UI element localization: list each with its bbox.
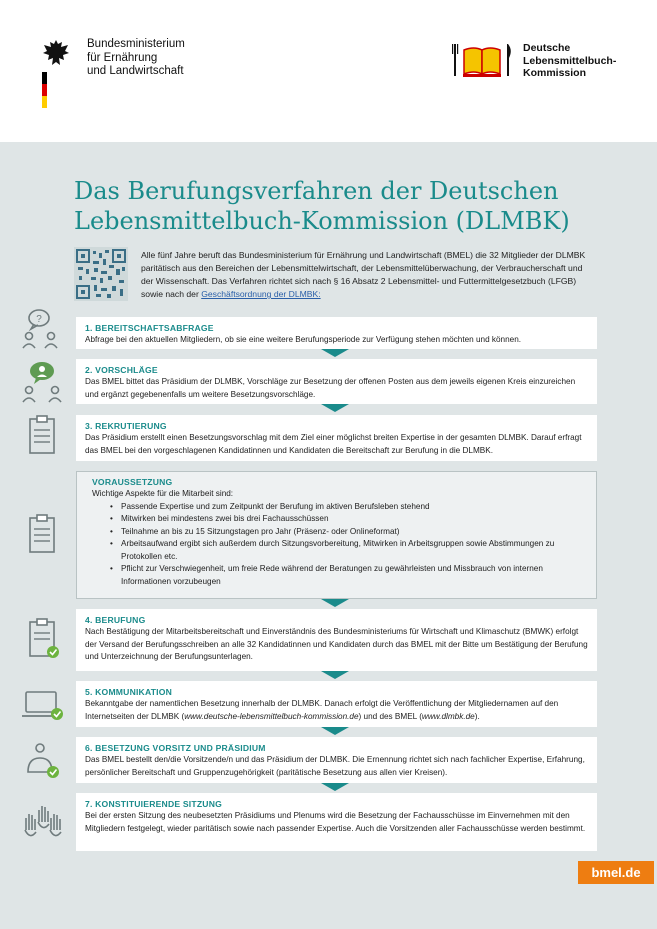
clipboard-icon [20,414,64,458]
step-2-box [76,359,597,404]
flow-arrow [321,349,349,357]
flow-arrow [321,404,349,412]
step-1-heading: 1. BEREITSCHAFTSABFRAGE [85,323,214,333]
ministry-name: Bundesministerium für Ernährung und Landwirtschaft [87,38,185,77]
list-item: • Passende Expertise und zum Zeitpunkt der Berufung im aktiven Berufsleben stehend [121,501,587,514]
step-5-heading: 5. KOMMUNIKATION [85,687,173,697]
flow-arrow [321,727,349,735]
step-2-text: Das BMEL bittet das Präsidium der DLMBK, Vorschläge zur Besetzung der offenen Posten aus dem jeweils eigenen Kreis einzureichen und ergänzt gegebenenfalls um weitere Besetzungsvorschläge. [85,377,576,399]
step-3-box [76,415,597,461]
requirements-list [92,501,587,589]
list-item: • Arbeitsaufwand ergibt sich außerdem durch Sitzungsvorbereitung, Mitwirken in Arbeitsgruppen sowie Abstimmungen zu Protokollen etc. [121,538,587,563]
dlmbk-website-link[interactable]: www.deutsche-lebensmittelbuch-kommission.de [184,711,359,721]
step-3-heading: 3. REKRUTIERUNG [85,421,167,431]
step-5-text: Bekanntgabe der namentlichen Besetzung innerhalb der DLMBK. Danach erfolgt die Veröffentlichung der Mitgliedernamen auf den Internetseiten der DLMBK (www.deutsche-lebensmittelbuch-kommission.de) und des BMEL (www.dlmbk.de). [85,699,559,721]
step-6-box [76,737,597,783]
eagle-icon [42,38,70,70]
step-7-heading: 7. KONSTITUIERENDE SITZUNG [85,799,222,809]
step-4-text: Nach Bestätigung der Mitarbeitsbereitschaft und Einverständnis des Bundesministeriums für Wirtschaft und Klimaschutz (BMWK) erfolgt der Versand der Berufungsschreiben an alle 32 Kandidatinnen und Kandidaten durch das BMEL mit der Bitte um Bestätigung der Berufung und Unterzeichnung der Berufungsunterlagen. [85,627,588,661]
bmel-website-badge[interactable]: bmel.de [578,861,654,884]
list-item: • Teilnahme an bis zu 15 Sitzungstagen pro Jahr (Präsenz- oder Onlineformat) [121,526,587,539]
commission-name: Deutsche Lebensmittelbuch- Kommission [523,42,617,79]
clipboard-check-icon [20,617,64,661]
step-6-heading: 6. BESETZUNG VORSITZ UND PRÄSIDIUM [85,743,266,753]
rules-of-procedure-link[interactable]: Geschäftsordnung der DLMBK: [201,289,321,299]
step-7-box [76,793,597,851]
bmel-website-link[interactable]: www.dlmbk.de [421,711,475,721]
page-title: Das Berufungsverfahren der Deutschen Lebensmittelbuch-Kommission (DLMBK) [74,177,570,235]
svg-text:?: ? [36,314,42,325]
step-4-heading: 4. BERUFUNG [85,615,146,625]
step-6-text: Das BMEL bestellt den/die Vorsitzende/n und das Präsidium der DLMBK. Die Ernennung richtet sich nach fachlicher Expertise, Erfahrung, persönlicher Bereitschaft und Gruppenzugehörigkeit (paritätische Besetzung aus allen vier Kreisen). [85,755,585,777]
step-5-box [76,681,597,727]
step-7-text: Bei der ersten Sitzung des neubesetzten Präsidiums und Plenums wird die Besetzung der Fachausschüsse im Einvernehmen mit den Mitgliedern festgelegt, wieder paritätisch sowie nach passender Expertise. Auch die Vorsitzenden aller Fachausschüsse werden bestimmt. [85,811,586,833]
clipboard-list-icon [20,513,64,557]
step-4-box [76,609,597,671]
flow-arrow [321,783,349,791]
step-3-text: Das Präsidium erstellt einen Besetzungsvorschlag mit dem Ziel einer möglichst breiten Expertise in der gesamten DLMBK. Darauf erfragt das BMEL bei den vorgeschlagenen Kandidatinnen und Kandidaten die Bereitschaft zur Berufung in die DLMBK. [85,433,582,455]
flow-arrow [321,599,349,607]
intro-text: Alle fünf Jahre beruft das Bundesministerium für Ernährung und Landwirtschaft (BMEL) die 32 Mitglieder der DLMBK paritätisch aus den Bereichen der Lebensmittelwirtschaft, der Lebensmittelüberwachung, der Verbraucherschaft und der Wissenschaft. Das Verfahren richtet sich nach § 16 Absatz 2 Lebensmittel- und Futtermittelgesetzbuch (LFGB) sowie nach der Geschäftsordnung der DLMBK: [141,250,586,299]
laptop-check-icon [20,684,64,728]
step-1-box [76,317,597,349]
requirements-intro: Wichtige Aspekte für die Mitarbeit sind: [92,489,234,498]
person-check-icon [20,740,64,784]
requirements-box [76,471,597,599]
german-flag-bar [42,72,47,108]
flow-arrow [321,671,349,679]
list-item: • Pflicht zur Verschwiegenheit, um freie Rede während der Beratungen zu gewährleisten und Missbrauch von internen Informationen vorzubeugen [121,563,587,588]
raised-hands-icon [20,800,64,844]
requirements-heading: VORAUSSETZUNG [92,477,173,487]
step-1-text: Abfrage bei den aktuellen Mitgliedern, ob sie eine weitere Berufungsperiode zur Verfügung stehen möchten und können. [85,335,522,344]
qr-code[interactable] [74,247,128,301]
book-cutlery-icon [452,40,514,80]
step-2-heading: 2. VORSCHLÄGE [85,365,158,375]
question-people-icon [20,308,64,352]
suggestion-people-icon [20,360,64,404]
list-item: • Mitwirken bei mindestens zwei bis drei Fachausschüssen [121,513,587,526]
